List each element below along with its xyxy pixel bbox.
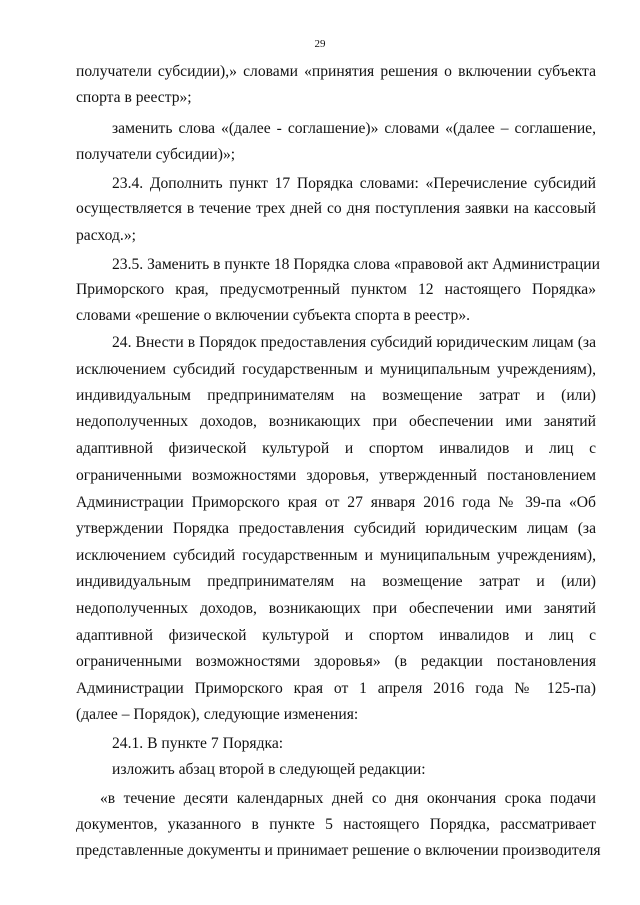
text-line: утверждении Порядка предоставления субсидий юридическим лицам (за — [76, 520, 596, 537]
text-line: 24.1. В пункте 7 Порядка: — [112, 735, 284, 752]
text-line: 23.4. Дополнить пункт 17 Порядка словами: «Перечисление субсидий — [112, 175, 596, 192]
text-line: Администрации Приморского края от 27 января 2016 года № 39-па «Об — [76, 494, 596, 511]
text-line: «в течение десяти календарных дней со дня окончания срока подачи — [100, 790, 596, 807]
text-line: документов, указанного в пункте 5 настоящего Порядка, рассматривает — [76, 816, 596, 833]
text-line: заменить слова «(далее - соглашение)» словами «(далее – соглашение, — [112, 120, 596, 137]
text-line: (далее – Порядок), следующие изменения: — [76, 706, 359, 723]
page-number: 29 — [314, 38, 326, 50]
text-line: недополученных доходов, возникающих при обеспечении ими занятий — [76, 600, 596, 617]
text-line: ограниченными возможностями здоровья, утвержденный постановлением — [76, 467, 596, 484]
text-line: расход.»; — [76, 227, 136, 244]
text-line: Администрации Приморского края от 1 апреля 2016 года № 125-па) — [76, 680, 596, 697]
text-line: ограниченными возможностями здоровья» (в редакции постановления — [76, 653, 596, 670]
text-line: индивидуальным предпринимателям на возмещение затрат и (или) — [76, 573, 596, 590]
text-line: 23.5. Заменить в пункте 18 Порядка слова «правовой акт Администрации — [112, 256, 600, 273]
text-line: 24. Внести в Порядок предоставления субсидий юридическим лицам (за — [112, 334, 596, 351]
text-line: исключением субсидий государственным и муниципальным учреждениям), — [76, 547, 596, 564]
text-line: получатели субсидии)»; — [76, 146, 236, 163]
text-line: спорта в реестр»; — [76, 89, 192, 106]
text-line: осуществляется в течение трех дней со дня поступления заявки на кассовый — [76, 200, 596, 217]
text-line: индивидуальным предпринимателям на возмещение затрат и (или) — [76, 387, 596, 404]
text-line: получатели субсидии),» словами «принятия решения о включении субъекта — [76, 63, 596, 80]
text-line: адаптивной физической культурой и спортом инвалидов и лиц с — [76, 440, 596, 457]
text-line: изложить абзац второй в следующей редакции: — [112, 761, 426, 778]
text-line: адаптивной физической культурой и спортом инвалидов и лиц с — [76, 627, 596, 644]
text-line: представленные документы и принимает решение о включении производителя — [76, 842, 601, 859]
text-line: Приморского края, предусмотренный пунктом 12 настоящего Порядка» — [76, 281, 596, 298]
text-line: словами «решение о включении субъекта спорта в реестр». — [76, 307, 471, 324]
text-line: исключением субсидий государственным и муниципальным учреждениям), — [76, 361, 596, 378]
text-line: недополученных доходов, возникающих при обеспечении ими занятий — [76, 413, 596, 430]
